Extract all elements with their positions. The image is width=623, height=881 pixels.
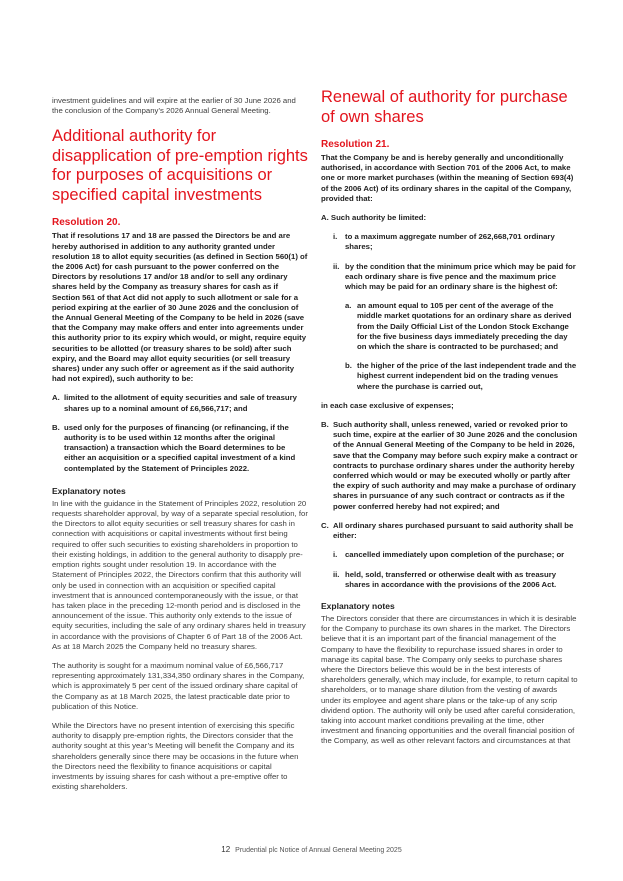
clause-c-i	[321, 550, 579, 560]
resolution-21-title: Resolution 21.	[321, 139, 390, 150]
intro-paragraph: investment guidelines and will expire at the earlier of 30 June 2026 and the conclusion of the Company’s 2026 Annual General Meeting.	[52, 96, 296, 116]
clause-c-ii	[321, 570, 579, 590]
resolution-21-text: That the Company be and is hereby generally and unconditionally authorised, in accordance with Section 701 of the 2006 Act, to make one or more market purchases (within the meaning of Section 693(4) of the 2006 Act) of its ordinary shares in the capital of the Company, provided that:	[321, 153, 574, 203]
item-marker: ii.	[333, 261, 340, 271]
item-marker: b.	[345, 361, 352, 371]
explanatory-note-1: In line with the guidance in the Statement of Principles 2022, resolution 20 requests shareholder approval, by way of a separate special resolution, for the Directors to allot equity securities or sell treasury shares for cash in connection with acquisitions or capital investments without first being required to offer such securities to existing shareholders in proportion to their existing holdings, in addition to the general authority to disapply pre-emption rights sought under resolution 19. In accordance with the Statement of Principles 2022, the Directors confirm that this authority will only be used in connection with an acquisition or specified capital investment that is announced contemporaneously with the issue, or that has taken place in the preceding 12-month period and is disclosed in the announcement of the issue. This authority only extends to the issue of equity securities, including the sale of any ordinary shares held in treasury in accordance with the provisions of Chapter 6 of Part 18 of the 2006 Act. As at 18 March 2025 the Company held no treasury shares.	[52, 498, 308, 651]
clause-a-i	[321, 232, 579, 252]
item-text: to a maximum aggregate number of 262,668,701 ordinary shares;	[345, 232, 555, 252]
item-text: used only for the purposes of financing (or refinancing, if the authority is to be used within 12 months after the original transaction) a transaction which the Board determines to be either an acquisition or a specified capital investment of a kind contemplated by the Statement of Principles 2022.	[64, 422, 296, 473]
resolution-20-title: Resolution 20.	[52, 217, 121, 229]
footer-text: Prudential plc Notice of Annual General Meeting 2025	[235, 847, 402, 854]
section-heading-purchase: Renewal of authority for purchase of own shares	[321, 88, 568, 126]
item-text: held, sold, transferred or otherwise dealt with as treasury shares in accordance with the provisions of the 2006 Act.	[345, 569, 557, 589]
right-column	[321, 88, 579, 747]
item-marker: B.	[52, 422, 60, 432]
clause-a-ii-b	[321, 361, 579, 392]
item-text: cancelled immediately upon completion of the purchase; or	[345, 550, 565, 560]
item-marker: ii.	[333, 569, 340, 579]
resolution-20-item-a	[52, 393, 308, 413]
clause-a-title: A. Such authority be limited:	[321, 213, 427, 223]
left-column	[52, 96, 308, 792]
item-marker: A.	[52, 393, 60, 403]
page-number: 12	[221, 845, 231, 854]
item-text: limited to the allotment of equity securities and sale of treasury shares up to a nominal amount of £6,566,717; and	[64, 393, 297, 413]
each-case-text: in each case exclusive of expenses;	[321, 400, 454, 410]
explanatory-note: The Directors consider that there are circumstances in which it is desirable for the Company to purchase its own shares in the market. The Directors believe that it is an important part of the financial management of the Company to have the flexibility to repurchase issued shares in order to manage its capital base. The Company only seeks to purchase shares where the Directors believe this would be in the best interests of shareholders generally, which may include, for example, to return capital to shareholders, or to manage share dilution from the vesting of awards under its employee and agent share plans or the take-up of any scrip dividend option. The authority will only be used after careful consideration, taking into account market conditions prevailing at the time, other investment and financing opportunities and the overall financial position of the Company, as well as other relevant factors and circumstances at that	[321, 613, 578, 746]
clause-a-ii-a	[321, 301, 579, 352]
page-footer	[0, 845, 623, 854]
explanatory-note-2: The authority is sought for a maximum nominal value of £6,566,717 representing approximately 131,334,350 ordinary shares in the Company, which is approximately 5 per cent of the issued ordinary share capital of the Company as at 18 March 2025, the latest practicable date prior to publication of this Notice.	[52, 660, 305, 711]
resolution-20-text: That if resolutions 17 and 18 are passed the Directors be and are hereby authorised in addition to any authority granted under resolution 18 to allot equity securities (as defined in Section 560(1) of the 2006 Act) for cash pursuant to the power conferred on the Directors by resolutions 17 and/or 18 and/or to sell any ordinary shares held by the Company as treasury shares for cash as if Section 561 of that Act did not apply to such allotment or sale for a period expiring at the earlier of 30 June 2026 and the conclusion of the Annual General Meeting of the Company to be held in 2026 (save that the Company may make offers and enter into agreements under this authority prior to its expiry which would, or might, require equity securities to be allotted (or treasury shares to be sold) after such expiry, and the Board may allot equity securities (or sell treasury shares) under any such offer or agreement as if the said authority had not expired), such authority to be:	[52, 231, 308, 384]
clause-c	[321, 521, 579, 541]
item-marker: i.	[333, 550, 338, 560]
item-marker: i.	[333, 232, 338, 242]
item-text: the higher of the price of the last independent trade and the highest current independent bid on the trading venues where the purchase is carried out,	[357, 361, 577, 391]
item-text: an amount equal to 105 per cent of the average of the middle market quotations for an ordinary share as derived from the Daily Official List of the London Stock Exchange for the five business days immediately preceding the day on which the share is contracted to be purchased; and	[357, 301, 572, 352]
item-text: by the condition that the minimum price which may be paid for each ordinary share is five pence and the maximum price which may be paid for an ordinary share is the highest of:	[345, 261, 576, 292]
item-marker: C.	[321, 520, 329, 530]
item-marker: B.	[321, 420, 329, 430]
clause-a-ii	[321, 262, 579, 293]
item-text: All ordinary shares purchased pursuant to said authority shall be either:	[333, 520, 574, 541]
explanatory-notes-title: Explanatory notes	[52, 485, 126, 496]
clause-b	[321, 420, 579, 512]
resolution-20-item-b	[52, 423, 308, 474]
item-marker: a.	[345, 301, 352, 311]
section-heading-preemption: Additional authority for disapplication of pre-emption rights for purposes of acquisitions or specified capital investments	[52, 127, 308, 204]
explanatory-notes-title: Explanatory notes	[321, 600, 395, 611]
explanatory-note-3: While the Directors have no present intention of exercising this specific authority to disapply pre-emption rights, the Directors consider that the authority sought at this year’s Meeting will benefit the Company and its shareholders generally since there may be occasions in the future when the Directors need the flexibility to finance acquisitions or capital investments by issuing shares for cash without a pre-emptive offer to existing shareholders.	[52, 720, 299, 792]
item-text: Such authority shall, unless renewed, varied or revoked prior to such time, expire at the earlier of 30 June 2026 and the conclusion of the Annual General Meeting of the Company to be held in 2026, save that the Company may before such expiry make a contract or contracts to purchase ordinary shares under the authority hereby conferred which would or may be executed wholly or partly after the expiry of such authority and may make a purchase of ordinary shares in pursuance of any such contract or contracts as if the power conferred hereby had not expired; and	[333, 420, 578, 511]
